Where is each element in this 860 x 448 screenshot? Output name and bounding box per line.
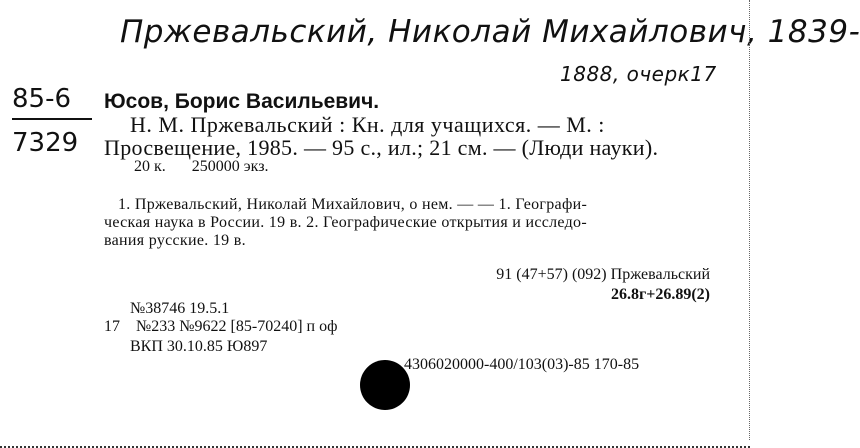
publication-statement: Просвещение, 1985. — 95 с., ил.; 21 см. — (Люди науки). [104,135,659,160]
call-number-bottom: 7329 [12,128,79,158]
subject-line-3: вания русские. 19 в. [104,232,246,249]
card-bottom-edge [0,440,750,448]
classification-line-1: 91 (47+57) (092) Пржевальский [496,266,710,283]
technical-codes: №233 №9622 [85-70240] п оф [136,318,338,335]
technical-number: 17 [104,318,120,335]
handwritten-heading-line-2: 1888, очерк17 [560,62,717,86]
technical-line-2 [104,318,337,336]
handwritten-heading-line-1: Пржевальский, Николай Михайлович, 1839- [120,14,860,50]
print-run: 250000 экз. [191,158,269,175]
call-number-top: 85-6 [12,84,72,114]
call-number-divider [12,118,92,120]
ink-blot [360,360,410,410]
subject-line-1: 1. Пржевальский, Николай Михайлович, о нем. — — 1. Географи- [118,196,588,213]
technical-line-1: №38746 19.5.1 [130,300,230,317]
subject-line-2: ческая наука в России. 19 в. 2. Географические открытия и исследо- [104,214,587,231]
author-heading: Юсов, Борис Васильевич. [104,90,380,113]
classification-line-2: 26.8г+26.89(2) [610,286,710,303]
technical-line-3: ВКП 30.10.85 Ю897 [130,338,268,355]
title-statement: Н. М. Пржевальский : Кн. для учащихся. — М. : [130,112,605,137]
price: 20 к. [134,158,166,175]
card-right-edge [745,0,750,448]
price-line [134,158,269,176]
isbn-line: 4306020000-400/103(03)-85 170-85 [404,356,640,373]
